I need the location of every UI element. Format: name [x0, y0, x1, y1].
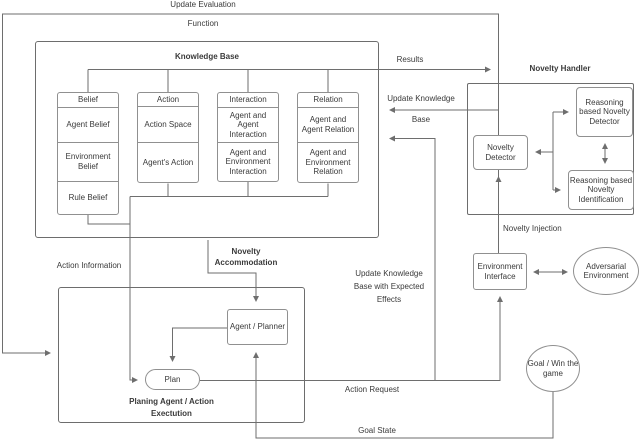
belief-card-row: Rule Belief — [68, 193, 108, 203]
action-card-row: Action Space — [138, 107, 198, 143]
belief-card-row: Agent Belief — [58, 108, 118, 143]
reasoning-novelty-detector-box: Reasoning based Novelty Detector — [576, 87, 633, 137]
novelty-handler-title: Novelty Handler — [529, 64, 591, 73]
belief-card — [57, 92, 119, 215]
planning-agent-title-line2: Exectution — [151, 409, 192, 418]
results-label: Results — [396, 55, 424, 64]
update-knowledge-base-label-line2: Base — [411, 115, 431, 124]
action-information-label: Action Information — [56, 261, 122, 270]
update-kb-expected-label — [345, 267, 433, 306]
update-kb-expected-line1: Update Knowledge — [355, 269, 423, 278]
relation-card-title: Relation — [298, 93, 358, 108]
relation-card-row: Agent and Environment Relation — [305, 148, 351, 177]
interaction-card — [217, 92, 279, 182]
environment-interface-box: Environment Interface — [473, 253, 527, 290]
action-request-label: Action Request — [344, 385, 400, 394]
update-knowledge-base-label-line1: Update Knowledge — [387, 94, 455, 103]
novelty-accommodation-line2: Accommodation — [214, 258, 278, 267]
action-card-row: Agent's Action — [142, 157, 194, 167]
relation-card-row: Agent and Agent Relation — [298, 108, 358, 143]
update-evaluation-label-line2: Function — [187, 19, 219, 28]
novelty-detector-box: Novelty Detector — [473, 135, 528, 170]
action-card-title: Action — [138, 93, 198, 107]
relation-card — [297, 92, 359, 183]
novelty-accommodation-label — [196, 246, 296, 268]
plan-node: Plan — [145, 369, 200, 390]
knowledge-base-title: Knowledge Base — [174, 52, 239, 61]
novelty-injection-label: Novelty Injection — [503, 224, 562, 233]
goal-win-circle: Goal / Win the game — [526, 345, 580, 392]
interaction-card-row: Agent and Environment Interaction — [225, 147, 271, 176]
agent-planner-box: Agent / Planner — [227, 309, 288, 345]
action-card — [137, 92, 199, 183]
update-evaluation-label-line1: Update Evaluation — [170, 0, 236, 9]
edge-update-kb-expected-effects — [390, 139, 435, 381]
belief-card-row: Environment Belief — [58, 143, 118, 181]
planning-agent-title-line1: Planing Agent / Action — [129, 397, 214, 406]
adversarial-environment-circle: Adversarial Environment — [573, 247, 639, 295]
reasoning-novelty-identification-box: Reasoning based Novelty Identification — [568, 170, 634, 210]
novelty-accommodation-line1: Novelty — [231, 247, 261, 256]
update-kb-expected-line2: Base with Expected — [353, 282, 425, 291]
belief-card-title: Belief — [58, 93, 118, 108]
update-kb-expected-line3: Effects — [376, 295, 402, 304]
interaction-card-row: Agent and Agent Interaction — [218, 108, 278, 143]
interaction-card-title: Interaction — [218, 93, 278, 108]
goal-state-label: Goal State — [358, 426, 396, 435]
planning-agent-title — [101, 396, 242, 420]
